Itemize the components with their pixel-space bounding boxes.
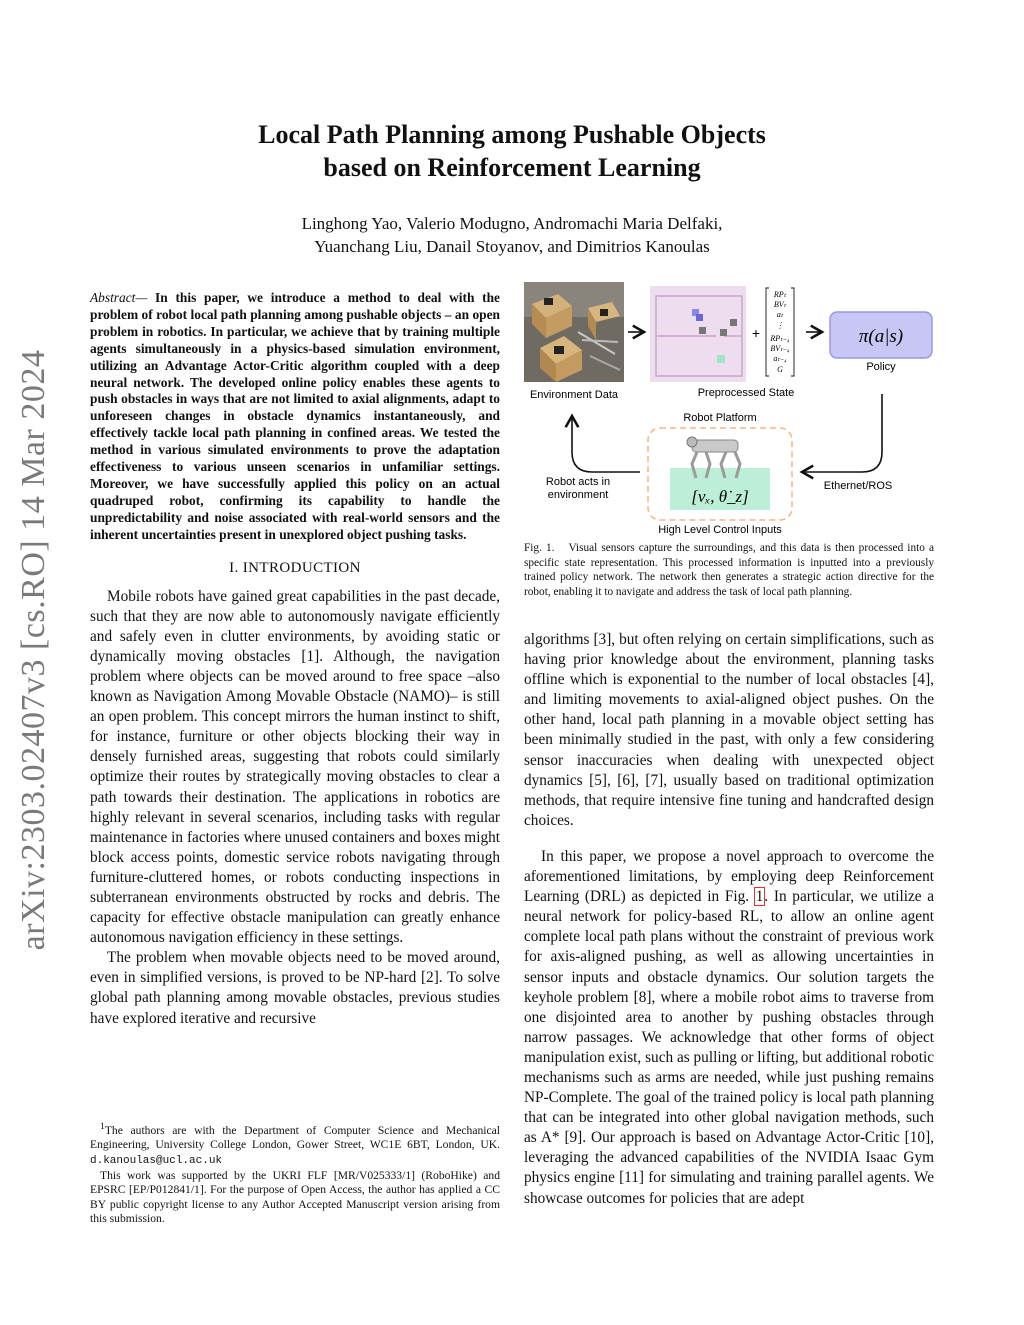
robot-acts-label-1: Robot acts in <box>545 476 611 488</box>
footnote-funding: This work was supported by the UKRI FLF [MR/V025333/1] (RoboHike) and EPSRC [EP/P012841/1]. For the purpose of Open Access, the author has applied a CC BY public copyright license to any Author Accepted Manuscript version arising from this submission. <box>90 1168 500 1226</box>
figure-caption-block <box>524 541 934 599</box>
arrow-policy-to-robot <box>802 394 882 472</box>
author-email[interactable]: d.kanoulas@ucl.ac.uk <box>90 1155 223 1168</box>
arxiv-id: arXiv:2303.02407v3 [cs.RO] 14 Mar 2024 <box>15 349 52 951</box>
environment-photo <box>524 282 624 382</box>
control-inputs-label: High Level Control Inputs <box>658 524 782 536</box>
figure-caption <box>524 541 934 599</box>
authors-line-1: Linghong Yao, Valerio Modugno, Andromachi Maria Delfaki, <box>301 214 723 233</box>
policy-label: Policy <box>866 361 896 373</box>
intro-paragraph-4 <box>524 847 934 1209</box>
author-list <box>150 212 874 258</box>
control-formula: [vₓ, θ̇_z] <box>691 487 749 506</box>
arrow-robot-to-env <box>572 416 640 472</box>
state-entry: aₜ <box>776 310 784 319</box>
state-entry: ⋮ <box>776 321 784 330</box>
footnote-marker: 1 <box>100 1121 105 1132</box>
state-entry: aₜ₋₄ <box>773 354 787 363</box>
environment-data-label: Environment Data <box>529 389 619 401</box>
abstract-lead: Abstract— <box>90 290 148 305</box>
paper-title <box>150 118 874 184</box>
state-entry: RPₜ₋₄ <box>770 334 790 343</box>
authors-line-2: Yuanchang Liu, Danail Stoyanov, and Dimitrios Kanoulas <box>314 237 710 256</box>
right-column-text <box>524 630 934 1209</box>
figure-1-reference-link[interactable]: 1 <box>755 888 764 906</box>
footnote-affiliation <box>90 1120 500 1169</box>
caption-label: Fig. 1. <box>524 542 555 554</box>
paragraph-4-rest: . In particular, we utilize a neural network for policy-based RL, to allow an online agent complete local path plans without the constraint of previous work for axis-aligned pushing, as well as allowing uncertainties in sensor inputs and obstacle dynamics. Our solution targets the keyhole problem [8], where a mobile robot aims to traverse from one disjointed area to another by pushing obstacles through narrow passages. We acknowledge that other forms of object manipulation exist, such as pulling or lifting, but additional robotic mechanisms such as arms are needed, while just pushing remains NP-Complete. The goal of the trained policy is local path planning that can be integrated into other global navigation methods, such as A* [9]. Our approach is based on Advantage Actor-Critic [10], leveraging the advanced capabilities of the NVIDIA Isaac Gym physics engine [11] for simulating and training parallel agents. We showcase outcomes for policies that are adept <box>524 888 935 1207</box>
arxiv-sidebar-stamp <box>14 349 54 951</box>
robot-platform-label: Robot Platform <box>683 412 757 424</box>
left-column <box>90 290 500 1029</box>
intro-paragraph-1: Mobile robots have gained great capabilities in the past decade, such that they are now able to autonomously navigate efficiently and safely even in clutter environments, by avoiding static or dynamically moving obstacles [1]. Although, the navigation problem where objects can be moved around to free space –also known as Navigation Among Movable Obstacle (NAMO)– is still an open problem. This concept mirrors the human instinct to shift, for instance, furniture or other objects blocking their way in densely furnished areas, suggesting that robots could similarly optimize their routes by strategically moving obstacles to clear a path towards their destination. The applications in robotics are highly relevant in several scenarios, including tasks with regular maintenance in factories where unused containers and boxes might block access points, domestic service robots navigating through furniture-cluttered homes, or robots conducting inspections in subterranean environments obstructed by rocks and debris. The capacity for effective obstacle manipulation can greatly enhance autonomous navigation efficiency in these settings. <box>90 587 500 947</box>
caption-text: Visual sensors capture the surroundings, and this data is then processed into a specific state representation. This processed information is inputted into a previously trained policy network. The network then generates a strategic action directive for the robot, enabling it to navigate and address the task of local path planning. <box>524 542 934 598</box>
robot-acts-label-2: environment <box>547 489 609 501</box>
intro-paragraph-2: The problem when movable objects need to be moved around, even in simplified versions, is proved to be NP-hard [2]. To solve global path planning among movable obstacles, previous studies have explored iterative and recursive <box>90 949 500 1027</box>
footnote <box>90 1120 500 1227</box>
state-entry: BVₜ₋₄ <box>770 344 790 353</box>
plus-sign: + <box>751 325 761 341</box>
footnote-affiliation-text: The authors are with the Department of Computer Science and Mechanical Engineering, University College London, Gower Street, WC1E 6BT, London, UK. <box>90 1123 500 1152</box>
abstract <box>90 290 500 544</box>
title-line-1: Local Path Planning among Pushable Objects <box>258 120 766 149</box>
state-entry: G <box>777 365 783 374</box>
state-entry: BVₜ <box>773 300 787 309</box>
state-vector <box>766 288 794 376</box>
intro-paragraph-3: algorithms [3], but often relying on certain simplifications, such as having prior knowledge about the environment, planning tasks offline which is exponential to the number of local obstacles [4], and limiting movements to axial-aligned object pushes. On the other hand, local path planning in a movable object setting has been minimally studied in the past, with only a few considering sensor inaccuracies when dealing with unexpected object dynamics [5], [6], [7], usually based on traditional optimization methods, that require intensive fine tuning and handcrafted design choices. <box>524 631 934 829</box>
title-line-2: based on Reinforcement Learning <box>323 153 701 182</box>
preprocessed-state-map <box>650 286 746 382</box>
paragraph-4-start: In this paper, we propose a novel approach to overcome the aforementioned limitations, by employing deep Reinforcement Learning (DRL) as depicted in Fig. <box>524 847 934 906</box>
figure-1 <box>520 282 940 537</box>
section-heading-introduction: I. INTRODUCTION <box>229 559 361 576</box>
preprocessed-state-label: Preprocessed State <box>697 387 795 399</box>
abstract-text: In this paper, we introduce a method to deal with the problem of robot local path planning among pushable objects – an open problem in robotics. In particular, we achieve that by training multiple agents simultaneously in a physics-based simulation environment, utilizing an Advantage Actor-Critic algorithm coupled with a deep neural network. The developed online policy enables these agents to push obstacles in ways that are not limited to axial alignments, adapt to unforeseen changes in obstacle dynamics instantaneously, and effectively tackle local path planning in confined areas. We tested the method in various simulated environments to prove the adaptation effectiveness to various unseen scenarios in unfamiliar settings. Moreover, we have successfully applied this policy on an actual quadruped robot, confirming its capability to handle the unpredictability and noise associated with real-world sensors and the inherent uncertainties present in unexplored object pushing tasks. <box>90 290 500 542</box>
ethernet-label: Ethernet/ROS <box>823 480 893 492</box>
state-entry: RPₜ <box>773 290 787 299</box>
policy-formula: π(a|s) <box>858 326 904 347</box>
